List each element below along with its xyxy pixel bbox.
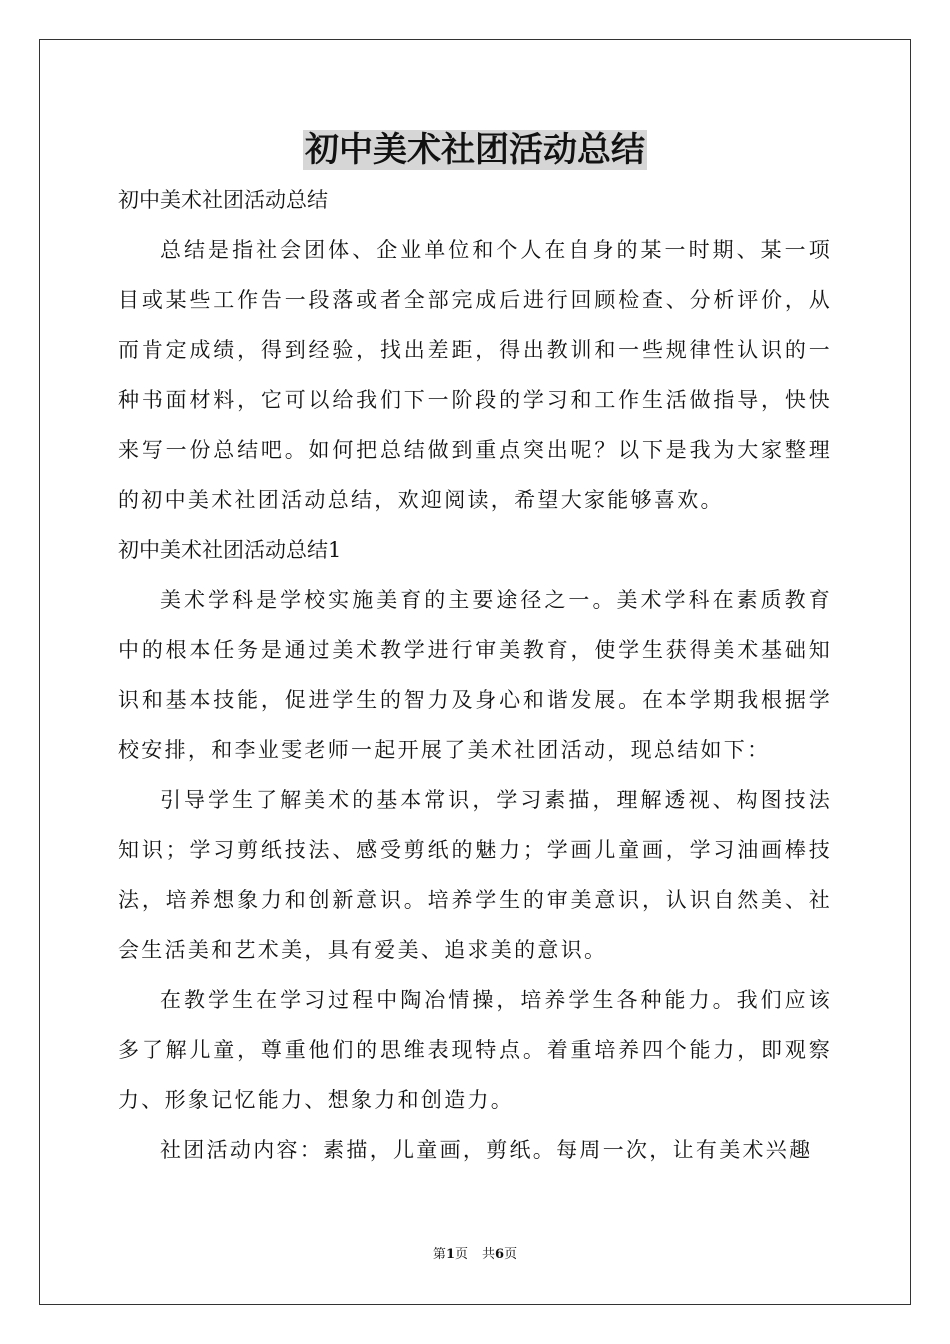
footer-total-suffix: 页 bbox=[504, 1247, 518, 1262]
section-heading-1: 初中美术社团活动总结1 bbox=[118, 538, 342, 562]
body-paragraph-2: 引导学生了解美术的基本常识，学习素描，理解透视、构图技法知识；学习剪纸技法、感受剪纸的魅力；学画儿童画，学习油画棒技法，培养想象力和创新意识。培养学生的审美意识，认识自然美、社会生活美和艺术美，具有爱美、追求美的意识。 bbox=[118, 788, 832, 962]
intro-paragraph: 总结是指社会团体、企业单位和个人在自身的某一时期、某一项目或某些工作告一段落或者全部完成后进行回顾检查、分析评价，从而肯定成绩，得到经验，找出差距，得出教训和一些规律性认识的一种书面材料，它可以给我们下一阶段的学习和工作生活做指导，快快来写一份总结吧。如何把总结做到重点突出呢？以下是我为大家整理的初中美术社团活动总结，欢迎阅读，希望大家能够喜欢。 bbox=[118, 238, 832, 512]
footer-page-total: 6 bbox=[495, 1247, 505, 1262]
body-paragraph-3: 在教学生在学习过程中陶冶情操，培养学生各种能力。我们应该多了解儿童，尊重他们的思维表现特点。着重培养四个能力，即观察力、形象记忆能力、想象力和创造力。 bbox=[118, 988, 832, 1112]
footer-total-prefix: 共 bbox=[482, 1247, 496, 1262]
body-paragraph-1: 美术学科是学校实施美育的主要途径之一。美术学科在素质教育中的根本任务是通过美术教学进行审美教育，使学生获得美术基础知识和基本技能，促进学生的智力及身心和谐发展。在本学期我根据学校安排，和李业雯老师一起开展了美术社团活动，现总结如下： bbox=[118, 588, 832, 762]
document-body bbox=[118, 175, 832, 1175]
document-subtitle: 初中美术社团活动总结 bbox=[118, 188, 328, 212]
body-paragraph-4: 社团活动内容：素描，儿童画，剪纸。每周一次，让有美术兴趣 bbox=[160, 1138, 813, 1162]
document-title-text: 初中美术社团活动总结 bbox=[305, 130, 645, 170]
footer-page-prefix: 第 bbox=[432, 1247, 446, 1262]
page-footer bbox=[0, 1245, 950, 1265]
footer-page-suffix: 页 bbox=[454, 1247, 468, 1262]
footer-page-current: 1 bbox=[445, 1247, 455, 1262]
document-title bbox=[0, 124, 950, 176]
